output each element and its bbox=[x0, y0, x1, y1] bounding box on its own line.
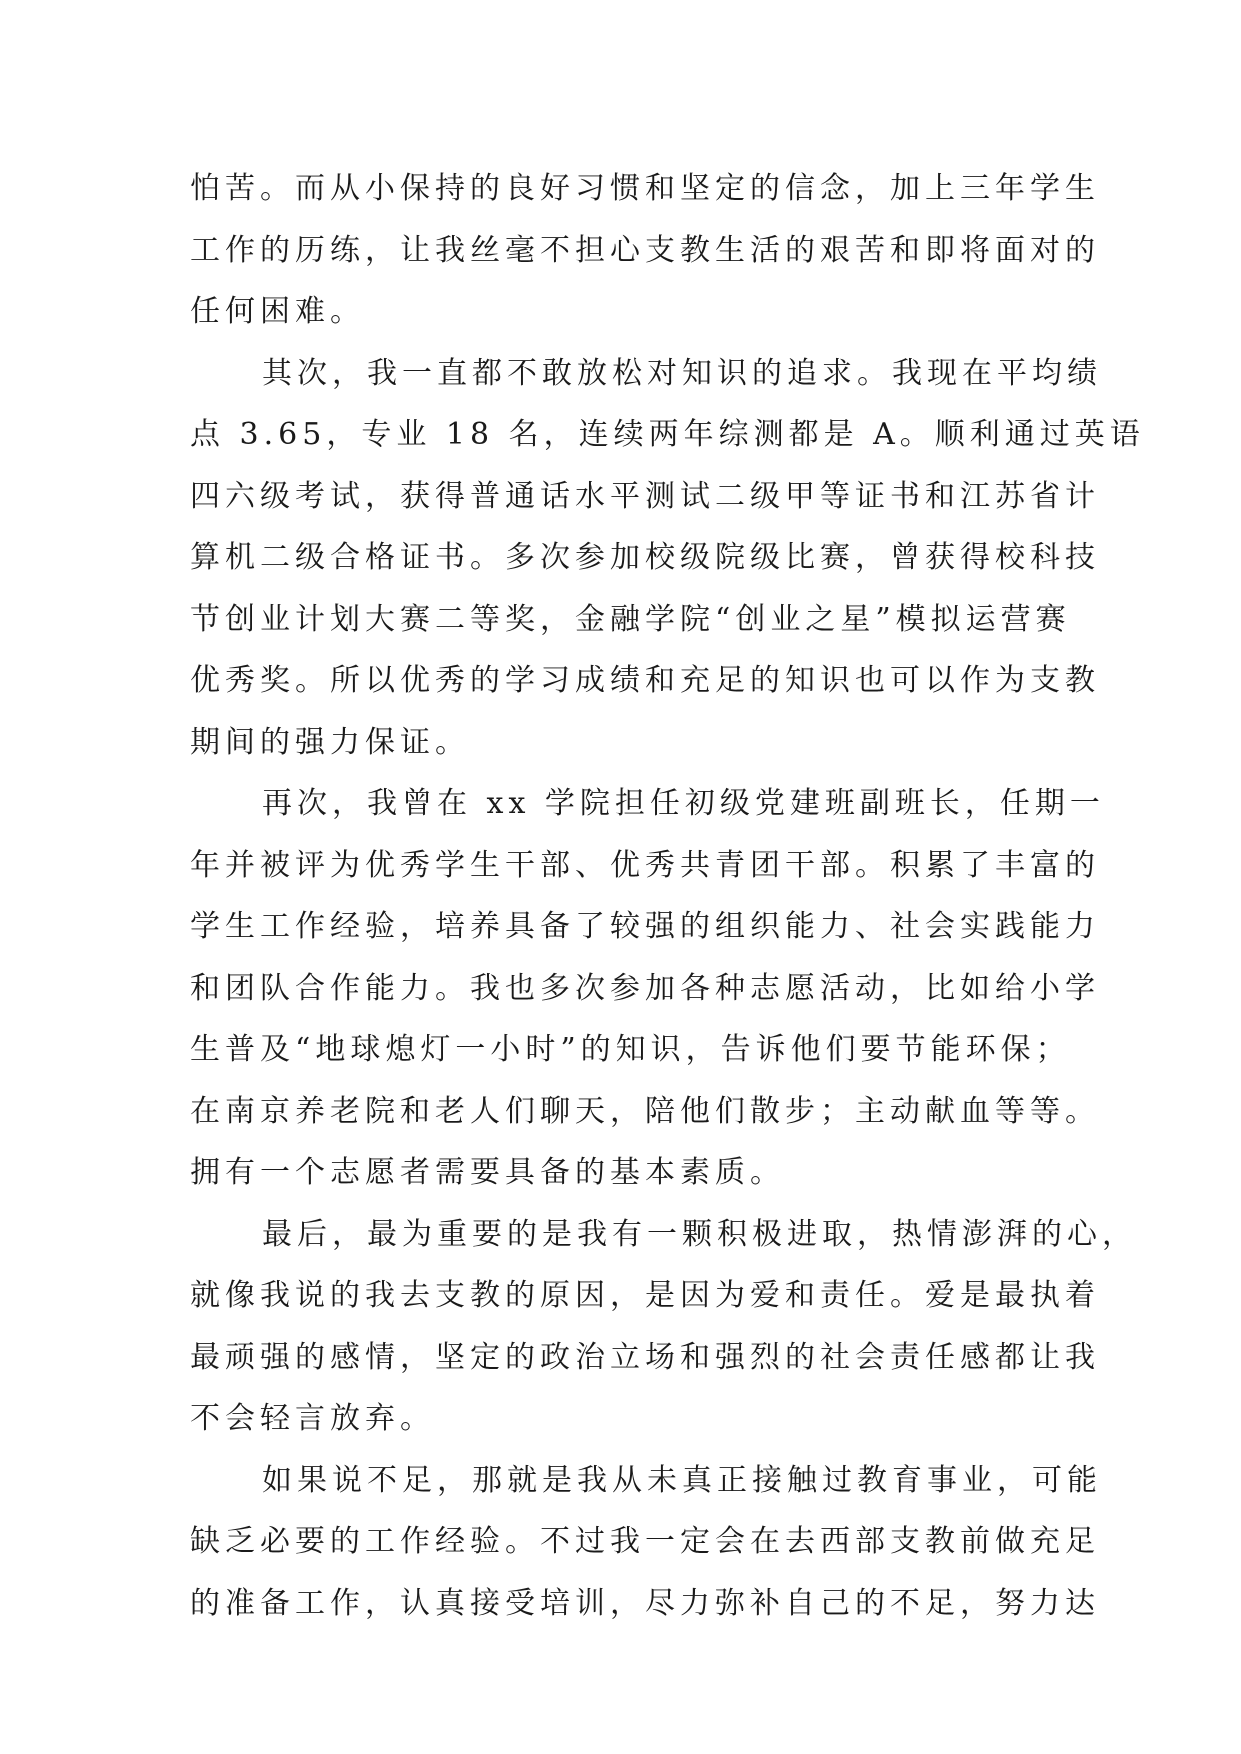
text-line: 怕苦。而从小保持的良好习惯和坚定的信念，加上三年学生 bbox=[190, 171, 1100, 206]
text-line: 节创业计划大赛二等奖，金融学院“创业之星”模拟运营赛 bbox=[190, 601, 1071, 637]
text-line: 的准备工作，认真接受培训，尽力弥补自己的不足，努力达 bbox=[190, 1585, 1100, 1621]
paragraph-first-line: 如果说不足，那就是我从未真正接触过教育事业，可能 bbox=[262, 1462, 1102, 1498]
paragraph-first-line: 再次，我曾在 xx 学院担任初级党建班副班长，任期一 bbox=[262, 786, 1105, 821]
text-line: 不会轻言放弃。 bbox=[190, 1401, 435, 1436]
text-line: 任何困难。 bbox=[190, 294, 365, 329]
text-line: 工作的历练，让我丝毫不担心支教生活的艰苦和即将面对的 bbox=[190, 232, 1100, 268]
paragraph-first-line: 最后，最为重要的是我有一颗积极进取，热情澎湃的心， bbox=[262, 1216, 1137, 1252]
text-line: 拥有一个志愿者需要具备的基本素质。 bbox=[190, 1155, 785, 1190]
text-line: 生普及“地球熄灯一小时”的知识，告诉他们要节能环保； bbox=[190, 1032, 1071, 1067]
paragraph-first-line: 其次，我一直都不敢放松对知识的追求。我现在平均绩 bbox=[262, 355, 1102, 391]
text-line: 算机二级合格证书。多次参加校级院级比赛，曾获得校科技 bbox=[190, 540, 1100, 575]
text-line: 年并被评为优秀学生干部、优秀共青团干部。积累了丰富的 bbox=[190, 847, 1100, 883]
text-line: 四六级考试，获得普通话水平测试二级甲等证书和江苏省计 bbox=[190, 478, 1100, 514]
document-body bbox=[190, 158, 1145, 1634]
text-line: 期间的强力保证。 bbox=[190, 724, 470, 760]
text-line: 学生工作经验，培养具备了较强的组织能力、社会实践能力 bbox=[190, 909, 1100, 944]
text-line: 最顽强的感情，坚定的政治立场和强烈的社会责任感都让我 bbox=[190, 1339, 1100, 1375]
text-line: 在南京养老院和老人们聊天，陪他们散步；主动献血等等。 bbox=[190, 1093, 1100, 1129]
text-line: 优秀奖。所以优秀的学习成绩和充足的知识也可以作为支教 bbox=[190, 663, 1100, 698]
text-line: 就像我说的我去支教的原因，是因为爱和责任。爱是最执着 bbox=[190, 1278, 1100, 1313]
text-line: 和团队合作能力。我也多次参加各种志愿活动，比如给小学 bbox=[190, 970, 1100, 1006]
text-line: 点 3.65，专业 18 名，连续两年综测都是 A。顺利通过英语 bbox=[190, 417, 1145, 452]
text-line: 缺乏必要的工作经验。不过我一定会在去西部支教前做充足 bbox=[190, 1524, 1100, 1559]
